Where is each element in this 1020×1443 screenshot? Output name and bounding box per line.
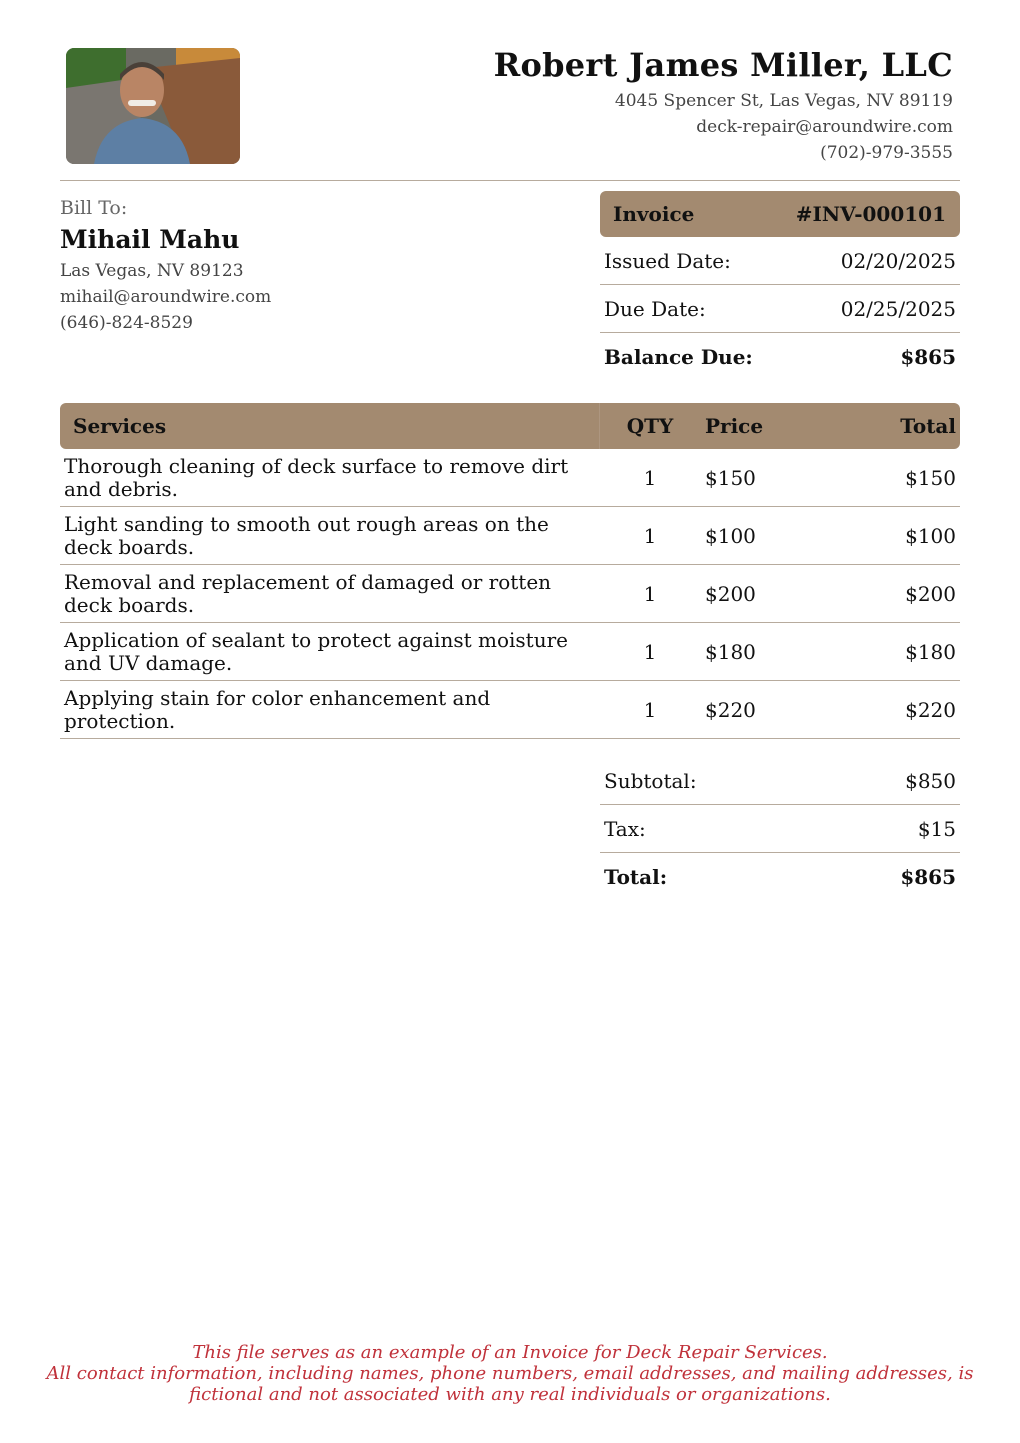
service-price: $200 <box>705 581 756 606</box>
tax-label: Tax: <box>604 816 646 841</box>
table-row <box>60 507 960 565</box>
service-qty: 1 <box>643 639 657 664</box>
balance-due-label: Balance Due: <box>604 344 753 369</box>
service-qty: 1 <box>643 581 657 606</box>
services-header: Services <box>60 403 600 449</box>
service-description: Applying stain for color enhancement and protection. <box>64 685 491 733</box>
service-price: $100 <box>705 523 756 548</box>
subtotal-row <box>600 757 960 805</box>
services-table <box>60 403 960 739</box>
balance-due-value: $865 <box>900 344 956 369</box>
contractor-photo <box>66 48 240 164</box>
service-description: Application of sealant to protect against moisture and UV damage. <box>64 627 568 675</box>
service-total: $220 <box>905 697 956 722</box>
company-email: deck-repair@aroundwire.com <box>696 117 953 137</box>
totals-block <box>600 757 960 900</box>
tax-value: $15 <box>917 816 956 841</box>
table-row <box>60 565 960 623</box>
total-row <box>600 853 960 900</box>
disclaimer-line-2: All contact information, including names, phone numbers, email addresses, and mailing addresses, is <box>46 1363 974 1384</box>
table-row <box>60 623 960 681</box>
service-price: $150 <box>705 465 756 490</box>
bill-to-block <box>60 197 271 336</box>
company-name: Robert James Miller, LLC <box>493 46 953 84</box>
balance-due-row <box>600 333 960 380</box>
invoice-number: #INV-000101 <box>795 202 946 226</box>
disclaimer-line-3: fictional and not associated with any real individuals or organizations. <box>189 1384 831 1405</box>
service-description: Light sanding to smooth out rough areas on the deck boards. <box>64 511 549 559</box>
tax-row <box>600 805 960 853</box>
header-divider <box>60 180 960 181</box>
disclaimer-line-1: This file serves as an example of an Invoice for Deck Repair Services. <box>192 1342 828 1363</box>
table-row <box>60 449 960 507</box>
services-table-header <box>60 403 960 449</box>
service-total: $150 <box>905 465 956 490</box>
qty-header: QTY <box>626 414 674 438</box>
issued-date-value: 02/20/2025 <box>840 248 956 273</box>
issued-date-row <box>600 237 960 285</box>
client-phone: (646)-824-8529 <box>60 313 193 333</box>
service-total: $180 <box>905 639 956 664</box>
total-header: Total <box>900 414 956 438</box>
price-header: Price <box>705 414 764 438</box>
service-price: $180 <box>705 639 756 664</box>
service-qty: 1 <box>643 697 657 722</box>
service-qty: 1 <box>643 523 657 548</box>
company-info <box>494 46 953 166</box>
invoice-summary <box>600 191 960 380</box>
service-description: Thorough cleaning of deck surface to remove dirt and debris. <box>64 453 569 501</box>
total-label: Total: <box>604 864 668 889</box>
table-row <box>60 681 960 739</box>
issued-date-label: Issued Date: <box>604 248 731 273</box>
service-description: Removal and replacement of damaged or rotten deck boards. <box>64 569 552 617</box>
service-price: $220 <box>705 697 756 722</box>
subtotal-label: Subtotal: <box>604 768 697 793</box>
service-total: $200 <box>905 581 956 606</box>
total-value: $865 <box>900 864 956 889</box>
company-address: 4045 Spencer St, Las Vegas, NV 89119 <box>614 91 953 111</box>
client-address: Las Vegas, NV 89123 <box>60 261 244 281</box>
bill-to-label: Bill To: <box>60 197 128 219</box>
subtotal-value: $850 <box>905 768 956 793</box>
due-date-row <box>600 285 960 333</box>
client-name: Mihail Mahu <box>60 225 240 254</box>
due-date-label: Due Date: <box>604 296 706 321</box>
client-email: mihail@aroundwire.com <box>60 287 272 307</box>
invoice-label: Invoice <box>613 202 695 226</box>
service-qty: 1 <box>643 465 657 490</box>
disclaimer-footer <box>0 1342 1020 1405</box>
due-date-value: 02/25/2025 <box>840 296 956 321</box>
company-phone: (702)-979-3555 <box>820 143 953 163</box>
invoice-header <box>600 191 960 237</box>
service-total: $100 <box>905 523 956 548</box>
